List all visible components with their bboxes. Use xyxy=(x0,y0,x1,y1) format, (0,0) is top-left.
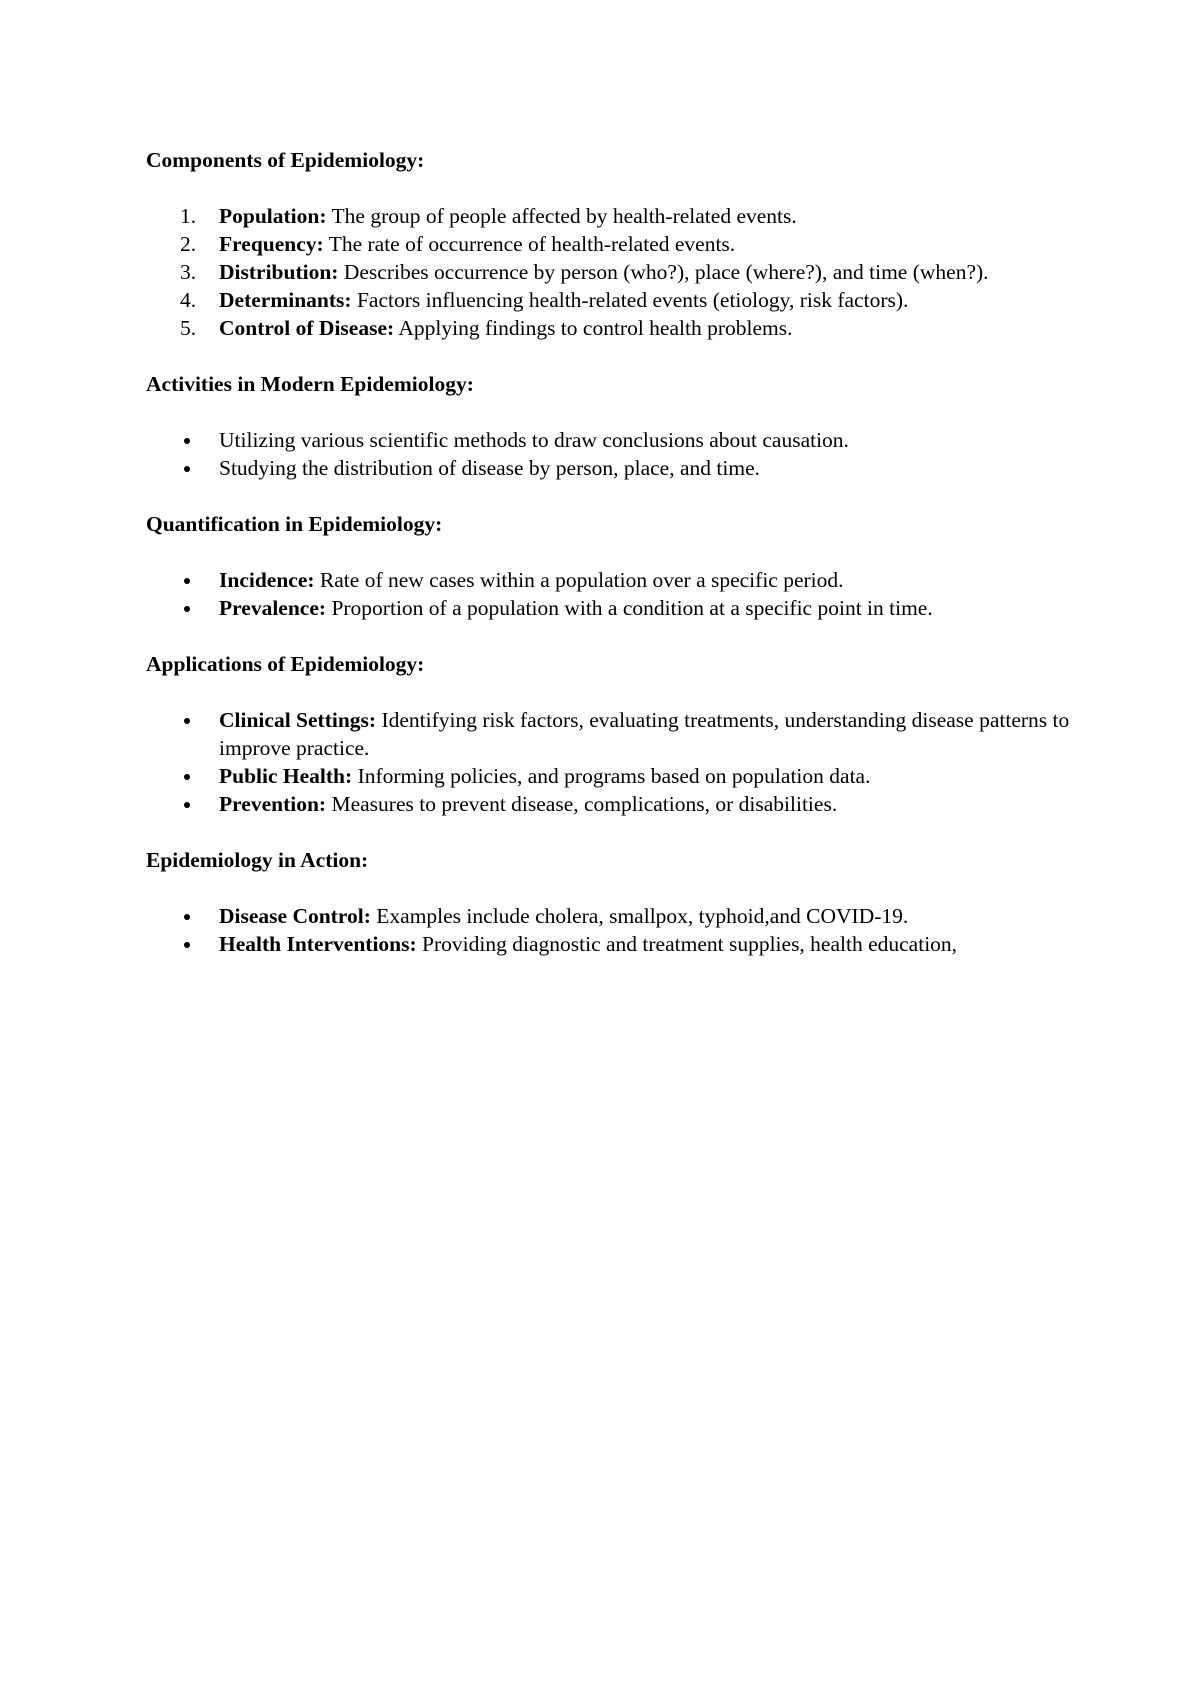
list-number: 2. xyxy=(180,232,197,256)
list-item xyxy=(146,230,1076,258)
item-term: Health Interventions: xyxy=(219,932,417,956)
item-term: Incidence: xyxy=(219,568,315,592)
item-term: Frequency: xyxy=(219,232,324,256)
item-term: Control of Disease: xyxy=(219,316,395,340)
list-item xyxy=(146,706,1076,762)
bullet-icon xyxy=(184,802,190,808)
list-item xyxy=(146,790,1076,818)
item-term: Prevalence: xyxy=(219,596,327,620)
components-list xyxy=(146,202,1076,342)
section-heading-quantification: Quantification in Epidemiology: xyxy=(146,512,443,536)
item-text: Rate of new cases within a population over a specific period. xyxy=(314,568,844,592)
bullet-icon xyxy=(184,466,190,472)
list-number: 4. xyxy=(180,288,197,312)
bullet-icon xyxy=(184,942,190,948)
section-heading-in-action: Epidemiology in Action: xyxy=(146,848,369,872)
bullet-icon xyxy=(184,774,190,780)
item-text: Informing policies, and programs based on population data. xyxy=(352,764,871,788)
item-text: Proportion of a population with a condition at a specific point in time. xyxy=(326,596,933,620)
section-heading-activities: Activities in Modern Epidemiology: xyxy=(146,372,474,396)
list-item xyxy=(146,426,1076,454)
item-term: Disease Control: xyxy=(219,904,371,928)
bullet-icon xyxy=(184,606,190,612)
section-heading-applications: Applications of Epidemiology: xyxy=(146,652,425,676)
item-term: Determinants: xyxy=(219,288,352,312)
quantification-list xyxy=(146,566,1076,622)
item-text: The rate of occurrence of health-related events. xyxy=(323,232,736,256)
list-item xyxy=(146,930,1076,958)
bullet-icon xyxy=(184,718,190,724)
item-text: Applying findings to control health problems. xyxy=(394,316,793,340)
item-text: Utilizing various scientific methods to draw conclusions about causation. xyxy=(219,428,849,452)
item-text: Examples include cholera, smallpox, typhoid,and COVID-19. xyxy=(370,904,909,928)
list-item xyxy=(146,454,1076,482)
list-item xyxy=(146,762,1076,790)
item-text: Identifying risk factors, evaluating treatments, understanding disease patterns to improve practice. xyxy=(219,708,1070,760)
item-text: The group of people affected by health-related events. xyxy=(326,204,797,228)
bullet-icon xyxy=(184,914,190,920)
item-term: Prevention: xyxy=(219,792,327,816)
activities-list xyxy=(146,426,1076,482)
item-term: Population: xyxy=(219,204,327,228)
in-action-list xyxy=(146,902,1076,958)
item-term: Public Health: xyxy=(219,764,353,788)
item-text: Studying the distribution of disease by person, place, and time. xyxy=(219,456,760,480)
bullet-icon xyxy=(184,578,190,584)
list-number: 1. xyxy=(180,204,197,228)
item-text: Factors influencing health-related events (etiology, risk factors). xyxy=(351,288,909,312)
list-item xyxy=(146,566,1076,594)
list-item xyxy=(146,902,1076,930)
item-term: Distribution: xyxy=(219,260,339,284)
item-text: Providing diagnostic and treatment supplies, health education, xyxy=(416,932,958,956)
item-text: Measures to prevent disease, complications, or disabilities. xyxy=(326,792,838,816)
list-item xyxy=(146,594,1076,622)
applications-list xyxy=(146,706,1076,818)
document-page xyxy=(146,146,1076,958)
list-item xyxy=(146,258,1076,286)
bullet-icon xyxy=(184,438,190,444)
list-item xyxy=(146,202,1076,230)
list-number: 5. xyxy=(180,316,197,340)
list-item xyxy=(146,286,1076,314)
item-term: Clinical Settings: xyxy=(219,708,377,732)
section-heading-components: Components of Epidemiology: xyxy=(146,148,425,172)
item-text: Describes occurrence by person (who?), place (where?), and time (when?). xyxy=(338,260,989,284)
list-item xyxy=(146,314,1076,342)
list-number: 3. xyxy=(180,260,197,284)
